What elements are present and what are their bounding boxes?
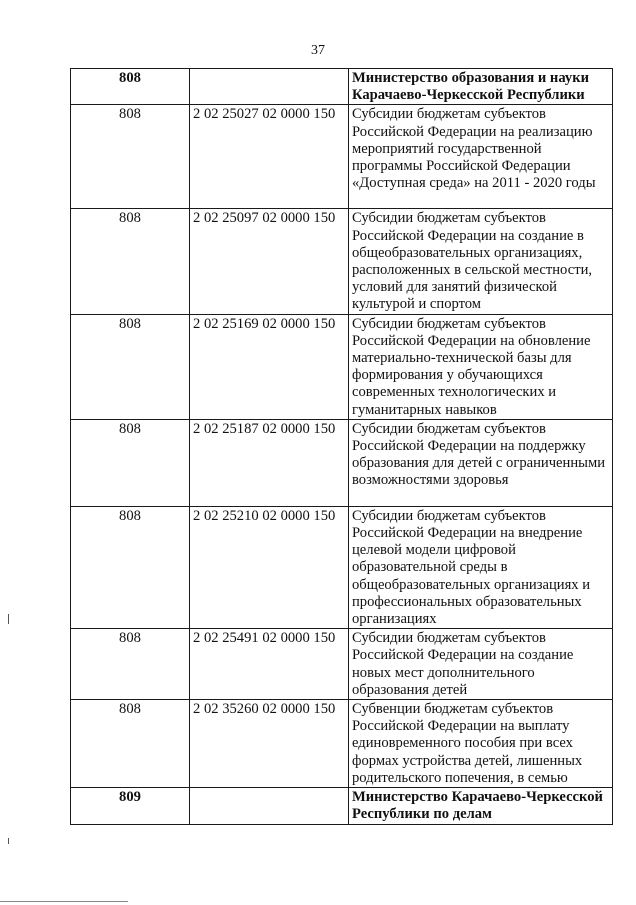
revenue-code-cell: 2 02 25491 02 0000 150	[190, 629, 349, 700]
admin-code-cell: 808	[71, 506, 190, 628]
revenue-code-cell: 2 02 25169 02 0000 150	[190, 314, 349, 419]
revenue-code-cell	[190, 69, 349, 105]
revenue-code-cell: 2 02 25027 02 0000 150	[190, 105, 349, 209]
admin-code-cell: 808	[71, 629, 190, 700]
revenue-name-cell: Субсидии бюджетам субъектов Российской Федерации на внедрение целевой модели цифровой образовательной среды в общеобразовательных организациях и профессиональных образовательных организациях	[349, 506, 613, 628]
admin-code-cell: 808	[71, 314, 190, 419]
revenue-name-cell: Субсидии бюджетам субъектов Российской Федерации на создание в общеобразовательных организациях, расположенных в сельской местности, условий для занятий физической культурой и спортом	[349, 209, 613, 314]
revenue-name-cell: Субсидии бюджетам субъектов Российской Федерации на реализацию мероприятий государственной программы Российской Федерации «Доступная среда» на 2011 - 2020 годы	[349, 105, 613, 209]
table-row	[71, 629, 613, 700]
page-number: 37	[311, 43, 325, 58]
revenue-code-cell	[190, 788, 349, 824]
table-row	[71, 700, 613, 788]
table-row-ministry-809	[71, 788, 613, 824]
admin-code-cell: 808	[71, 419, 190, 506]
revenue-name-cell: Субсидии бюджетам субъектов Российской Федерации на обновление материально-технической базы для формирования у обучающихся современных технологических и гуманитарных навыков	[349, 314, 613, 419]
admin-code-cell: 808	[71, 69, 190, 105]
admin-code-cell: 808	[71, 700, 190, 788]
revenue-code-cell: 2 02 25097 02 0000 150	[190, 209, 349, 314]
table-row	[71, 506, 613, 628]
revenue-name-cell: Субсидии бюджетам субъектов Российской Федерации на поддержку образования для детей с ограниченными возможностями здоровья	[349, 419, 613, 506]
table-row	[71, 105, 613, 209]
admin-code-cell: 809	[71, 788, 190, 824]
scan-mark	[8, 614, 9, 624]
table-row	[71, 209, 613, 314]
revenue-code-cell: 2 02 35260 02 0000 150	[190, 700, 349, 788]
scan-mark	[8, 838, 9, 844]
revenue-name-cell: Субвенции бюджетам субъектов Российской Федерации на выплату единовременного пособия при всех формах устройства детей, лишенных родительского попечения, в семью	[349, 700, 613, 788]
revenue-name-cell: Министерство образования и науки Карачаево-Черкесской Республики	[349, 69, 613, 105]
admin-code-cell: 808	[71, 105, 190, 209]
budget-classification-table	[70, 68, 613, 825]
table-row	[71, 314, 613, 419]
table-row-ministry-808	[71, 69, 613, 105]
revenue-code-cell: 2 02 25210 02 0000 150	[190, 506, 349, 628]
table-row	[71, 419, 613, 506]
admin-code-cell: 808	[71, 209, 190, 314]
revenue-code-cell: 2 02 25187 02 0000 150	[190, 419, 349, 506]
scan-mark	[0, 901, 128, 902]
revenue-name-cell: Субсидии бюджетам субъектов Российской Федерации на создание новых мест дополнительного образования детей	[349, 629, 613, 700]
revenue-name-cell: Министерство Карачаево-Черкесской Республики по делам	[349, 788, 613, 824]
